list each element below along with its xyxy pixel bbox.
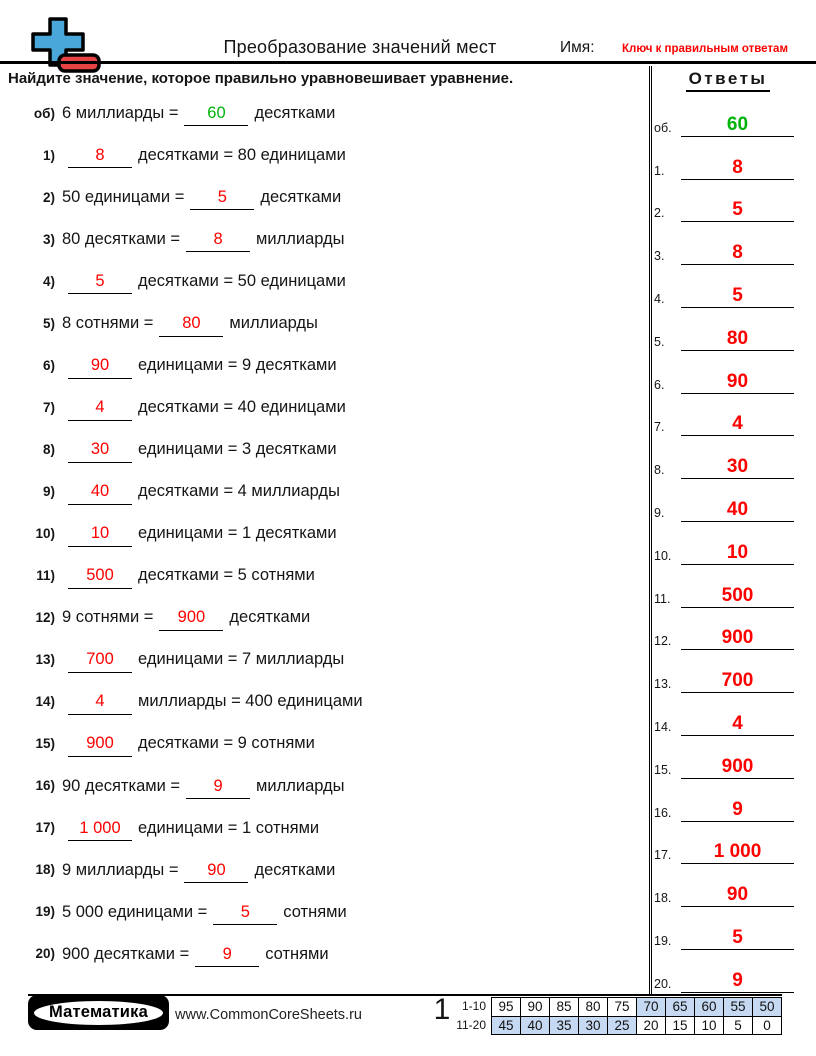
answer-row — [654, 736, 794, 779]
answer-value: 90 — [207, 860, 226, 879]
problem-post-text: единицами = 9 десятками — [138, 356, 337, 375]
problem-text — [62, 230, 345, 253]
problem-post-text: миллиарды — [256, 229, 345, 248]
answer-blank — [68, 693, 132, 715]
answer-blank — [186, 231, 250, 253]
plus-minus-logo-svg — [22, 14, 104, 74]
answer-value: 4 — [95, 398, 105, 417]
answer-line — [681, 757, 794, 779]
problem-text — [62, 777, 345, 800]
answer-value: 10 — [90, 524, 110, 543]
score-cell: 30 — [579, 1016, 608, 1035]
problem-row — [28, 262, 640, 304]
answer-row — [654, 394, 794, 437]
problem-text — [62, 524, 337, 547]
problem-row — [28, 346, 640, 388]
answer-row — [654, 308, 794, 351]
answer-line — [681, 500, 794, 522]
answer-key-label: Ключ к правильным ответам — [622, 43, 788, 55]
answer-value: 30 — [726, 456, 749, 478]
problem-text — [62, 398, 346, 421]
problem-number: 6) — [42, 357, 55, 373]
answers-title — [660, 69, 796, 89]
answer-row — [654, 565, 794, 608]
problem-pre-text: 50 единицами = — [62, 187, 185, 206]
answer-line — [681, 414, 794, 436]
answer-value: 1 000 — [79, 818, 121, 837]
score-table — [491, 997, 782, 1035]
problem-text — [62, 188, 341, 211]
brand-badge — [28, 995, 169, 1030]
problem-number: 15) — [35, 736, 55, 752]
answers-title-text: Ответы — [686, 69, 771, 92]
problem-post-text: миллиарды — [229, 314, 318, 332]
problem-row — [28, 388, 640, 430]
answer-blank — [195, 946, 259, 968]
problem-text — [62, 692, 363, 715]
answer-blank — [159, 315, 223, 337]
problem-row — [28, 599, 640, 641]
answer-value: 90 — [726, 884, 749, 906]
answer-number: об. — [654, 120, 672, 135]
problem-post-text: десятками — [260, 187, 342, 206]
answer-value: 10 — [726, 541, 749, 563]
answer-value: 5 — [732, 199, 743, 221]
score-range-label: 1-10 — [461, 999, 486, 1013]
answer-value: 1 000 — [713, 841, 762, 863]
answer-row — [654, 479, 794, 522]
problem-row — [28, 178, 640, 220]
answer-number: 18. — [654, 891, 672, 906]
problem-post-text: единицами = 7 миллиарды — [138, 650, 345, 669]
score-cell: 45 — [492, 1016, 521, 1035]
problem-number: 18) — [35, 862, 55, 878]
problem-text — [62, 861, 335, 884]
problem-row — [28, 136, 640, 178]
problem-post-text: десятками — [254, 103, 336, 122]
score-table-block — [444, 997, 782, 1035]
answer-line — [681, 329, 794, 351]
answer-blank — [213, 904, 277, 926]
answer-line — [681, 842, 794, 864]
problem-text — [62, 650, 344, 673]
answer-blank — [68, 820, 132, 842]
answer-blank — [68, 483, 132, 505]
answer-line — [681, 243, 794, 265]
answer-line — [681, 115, 794, 137]
problem-row — [28, 725, 640, 767]
problem-row — [28, 683, 640, 725]
score-range-labels — [444, 997, 486, 1034]
answer-blank — [190, 189, 254, 211]
problem-row — [28, 851, 640, 893]
answers-panel-divider — [649, 66, 652, 995]
answer-blank — [68, 399, 132, 421]
score-cell: 75 — [608, 998, 637, 1017]
problem-number: 14) — [35, 694, 55, 710]
answer-number: 7. — [654, 420, 665, 435]
answer-value: 900 — [721, 755, 754, 777]
answer-value: 700 — [86, 650, 114, 669]
problem-text — [62, 482, 340, 505]
problem-text — [62, 314, 318, 337]
score-cell: 70 — [637, 998, 666, 1017]
problem-pre-text: 6 миллиарды = — [62, 103, 179, 122]
answer-number: 6. — [654, 377, 665, 392]
answer-blank — [68, 273, 132, 295]
answer-row — [654, 822, 794, 865]
answer-value: 90 — [90, 356, 110, 375]
problem-pre-text: 80 десятками = — [62, 229, 181, 248]
answer-line — [681, 971, 794, 993]
score-cell: 15 — [666, 1016, 695, 1035]
score-cell: 5 — [724, 1016, 753, 1035]
problem-row — [28, 304, 640, 346]
answer-value: 5 — [95, 271, 105, 290]
answer-row — [654, 693, 794, 736]
answer-value: 60 — [726, 113, 749, 135]
problem-number: 16) — [35, 778, 55, 794]
answer-blank — [184, 105, 248, 127]
answer-blank — [68, 441, 132, 463]
score-row — [492, 998, 782, 1017]
answer-value: 80 — [182, 314, 201, 332]
website-url: www.CommonCoreSheets.ru — [175, 1007, 362, 1023]
problem-row — [28, 641, 640, 683]
problem-pre-text: 9 сотнями = — [62, 608, 154, 627]
problem-pre-text: 8 сотнями = — [62, 314, 154, 332]
problem-number: 20) — [35, 946, 55, 962]
answer-number: 8. — [654, 463, 665, 478]
problem-number: 5) — [42, 315, 55, 331]
answer-value: 30 — [90, 440, 110, 459]
answer-number: 4. — [654, 291, 665, 306]
answer-line — [681, 714, 794, 736]
answer-number: 1. — [654, 163, 665, 178]
problem-text — [62, 819, 319, 842]
problem-post-text: десятками = 50 единицами — [138, 271, 346, 290]
answer-value: 8 — [732, 156, 743, 178]
answer-line — [681, 628, 794, 650]
answer-row — [654, 222, 794, 265]
answer-line — [681, 671, 794, 693]
score-cell: 95 — [492, 998, 521, 1017]
score-cell: 80 — [579, 998, 608, 1017]
answer-number: 12. — [654, 634, 672, 649]
problem-row — [28, 935, 640, 977]
score-cell: 55 — [724, 998, 753, 1017]
answers-list — [654, 94, 794, 993]
problem-number: 2) — [42, 189, 55, 205]
problem-row — [28, 220, 640, 262]
problem-number: 8) — [42, 441, 55, 457]
answer-line — [681, 928, 794, 950]
score-range-label: 11-20 — [456, 1017, 486, 1032]
answer-row — [654, 522, 794, 565]
answer-value: 500 — [721, 584, 754, 606]
answer-line — [681, 286, 794, 308]
score-cell: 50 — [753, 998, 782, 1017]
problem-number: 12) — [35, 610, 55, 626]
answer-row — [654, 864, 794, 907]
answer-blank — [68, 735, 132, 757]
score-cell: 10 — [695, 1016, 724, 1035]
answer-line — [681, 372, 794, 394]
score-cell: 60 — [695, 998, 724, 1017]
score-cell: 90 — [521, 998, 550, 1017]
problem-row — [28, 472, 640, 514]
answer-value: 700 — [721, 670, 754, 692]
problem-post-text: сотнями — [265, 944, 329, 963]
answer-row — [654, 950, 794, 993]
answer-value: 5 — [732, 927, 743, 948]
answer-value: 9 — [213, 776, 223, 795]
problem-number: 9) — [42, 483, 55, 499]
answer-value: 90 — [726, 370, 749, 392]
problem-post-text: десятками — [229, 608, 311, 627]
answer-value: 5 — [240, 902, 250, 921]
problem-post-text: миллиарды = 400 единицами — [138, 692, 363, 711]
answer-blank — [186, 778, 250, 800]
brand-label: Математика — [49, 1003, 148, 1021]
problem-text — [62, 734, 315, 757]
problem-row — [28, 893, 640, 935]
answer-value: 8 — [732, 242, 743, 264]
answer-blank — [184, 862, 248, 884]
problem-row — [28, 809, 640, 851]
answer-number: 17. — [654, 848, 672, 863]
answer-value: 8 — [95, 145, 105, 164]
score-row — [492, 1016, 782, 1035]
problem-number: об) — [33, 105, 55, 121]
answer-value: 80 — [726, 327, 749, 349]
answer-row — [654, 351, 794, 394]
problem-text — [62, 146, 346, 169]
problem-text — [62, 440, 337, 463]
problem-post-text: единицами = 1 десятками — [138, 524, 337, 543]
problem-number: 1) — [42, 147, 55, 163]
problem-number: 17) — [35, 820, 55, 836]
answer-number: 19. — [654, 933, 672, 948]
problem-text — [62, 356, 337, 379]
answer-row — [654, 180, 794, 223]
answer-blank — [68, 525, 132, 547]
problem-number: 3) — [42, 231, 55, 247]
answer-value: 5 — [732, 285, 743, 307]
answer-value: 60 — [207, 103, 226, 122]
answer-line — [681, 200, 794, 222]
score-cell: 25 — [608, 1016, 637, 1035]
problem-row — [28, 94, 640, 136]
answer-blank — [68, 567, 132, 589]
problem-post-text: десятками — [254, 860, 336, 879]
answer-value: 900 — [177, 608, 206, 627]
problem-pre-text: 900 десятками = — [62, 944, 190, 963]
answer-row — [654, 650, 794, 693]
problem-row — [28, 767, 640, 809]
answer-number: 15. — [654, 762, 672, 777]
problem-row — [28, 430, 640, 472]
score-cell: 85 — [550, 998, 579, 1017]
problem-text — [62, 608, 310, 631]
problem-text — [62, 945, 329, 968]
answer-value: 4 — [732, 713, 743, 735]
answer-number: 13. — [654, 677, 672, 692]
problem-post-text: сотнями — [283, 902, 347, 921]
answer-value: 5 — [217, 187, 227, 206]
problems-list — [28, 94, 640, 977]
problem-post-text: десятками = 4 миллиарды — [138, 482, 340, 501]
answer-value: 9 — [222, 944, 232, 963]
answer-value: 9 — [732, 798, 743, 820]
answer-line — [681, 800, 794, 822]
answer-blank — [159, 609, 223, 631]
answer-value: 4 — [95, 692, 105, 711]
problem-text — [62, 903, 347, 926]
problem-row — [28, 514, 640, 556]
answer-blank — [68, 147, 132, 169]
problem-number: 19) — [35, 904, 55, 920]
problem-number: 13) — [35, 652, 55, 668]
problem-pre-text: 5 000 единицами = — [62, 902, 208, 921]
page-number: 1 — [433, 993, 451, 1026]
score-cell: 40 — [521, 1016, 550, 1035]
answer-row — [654, 137, 794, 180]
answer-line — [681, 586, 794, 608]
problem-post-text: десятками = 9 сотнями — [138, 734, 315, 753]
instruction-text: Найдите значение, которое правильно уравновешивает уравнение. — [8, 70, 514, 87]
answer-number: 10. — [654, 548, 672, 563]
answer-value: 900 — [86, 734, 114, 753]
answer-number: 2. — [654, 206, 665, 221]
problem-post-text: десятками = 5 сотнями — [138, 566, 315, 585]
problem-row — [28, 557, 640, 599]
problem-post-text: десятками = 80 единицами — [138, 145, 346, 164]
answer-line — [681, 885, 794, 907]
answer-value: 40 — [726, 499, 749, 521]
answer-line — [681, 543, 794, 565]
answer-value: 4 — [732, 413, 743, 435]
answer-number: 11. — [654, 591, 671, 606]
problem-post-text: единицами = 1 сотнями — [138, 818, 320, 837]
brand-oval — [32, 999, 165, 1027]
answer-number: 16. — [654, 805, 672, 820]
problem-text — [62, 566, 315, 589]
problem-post-text: единицами = 3 десятками — [138, 440, 337, 459]
answer-row — [654, 436, 794, 479]
answer-blank — [68, 357, 132, 379]
problem-post-text: миллиарды — [256, 776, 345, 795]
answer-number: 9. — [654, 505, 665, 520]
answer-number: 20. — [654, 976, 672, 991]
answer-number: 5. — [654, 334, 665, 349]
answer-value: 8 — [213, 229, 223, 248]
answer-value: 40 — [90, 482, 110, 501]
problem-number: 11) — [36, 568, 55, 584]
answer-line — [681, 457, 794, 479]
answer-row — [654, 907, 794, 950]
problem-number: 10) — [35, 525, 55, 541]
page-title: Преобразование значений мест — [223, 37, 497, 57]
problem-pre-text: 9 миллиарды = — [62, 860, 179, 879]
answer-row — [654, 608, 794, 651]
answer-value: 9 — [732, 969, 743, 991]
problem-pre-text: 90 десятками = — [62, 776, 181, 795]
problem-post-text: десятками = 40 единицами — [138, 398, 346, 417]
score-cell: 0 — [753, 1016, 782, 1035]
name-label: Имя: — [560, 39, 595, 56]
answer-line — [681, 158, 794, 180]
problem-number: 4) — [42, 273, 55, 289]
problem-text — [62, 272, 346, 295]
score-cell: 35 — [550, 1016, 579, 1035]
answer-row — [654, 94, 794, 137]
answer-row — [654, 779, 794, 822]
answer-row — [654, 265, 794, 308]
answer-blank — [68, 651, 132, 673]
answer-value: 900 — [721, 627, 754, 649]
problem-number: 7) — [42, 399, 55, 415]
score-cell: 20 — [637, 1016, 666, 1035]
score-cell: 65 — [666, 998, 695, 1017]
answer-number: 3. — [654, 249, 665, 264]
problem-text — [62, 104, 335, 127]
answer-number: 14. — [654, 719, 672, 734]
answer-value: 500 — [86, 566, 114, 585]
header-rule — [0, 61, 816, 64]
